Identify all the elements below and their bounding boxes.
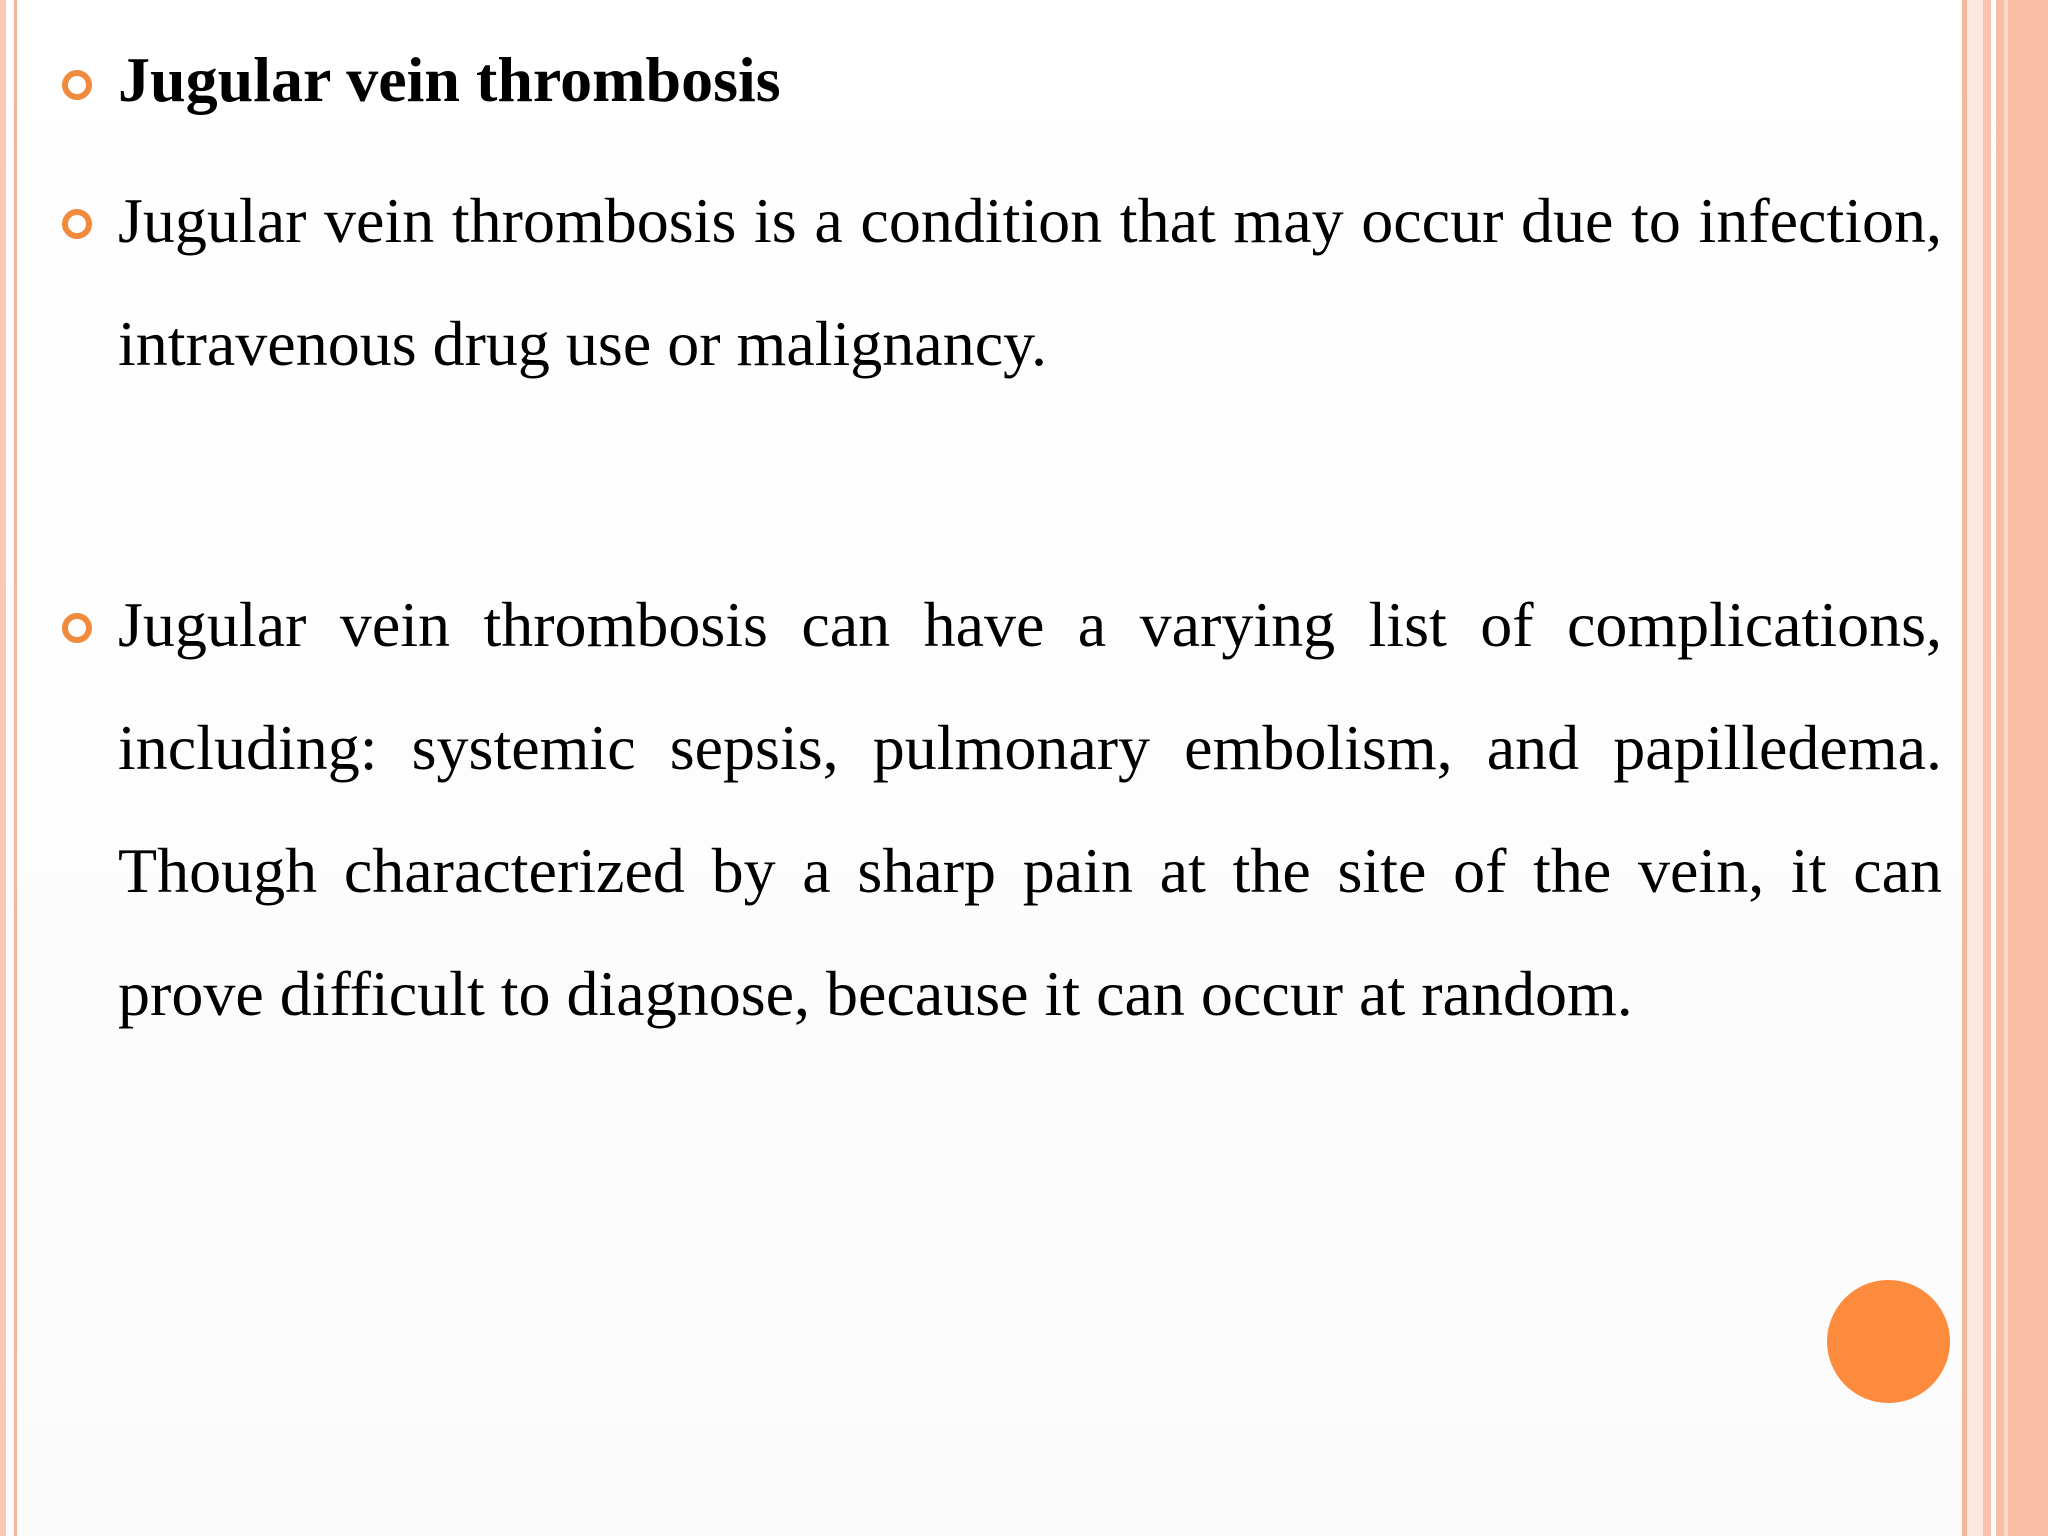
left-frame-line-inner: [14, 0, 17, 1536]
ring-bullet-icon: [62, 613, 92, 643]
heading-bullet: [56, 40, 1942, 130]
right-frame-line-2: [1983, 0, 1991, 1536]
right-frame-band: [1967, 0, 1983, 1536]
list-item: [56, 563, 1942, 1183]
list-item: [56, 159, 1942, 409]
orange-circle-decoration: [1827, 1280, 1950, 1403]
ring-bullet-icon: [62, 70, 92, 100]
bullet-text: Jugular vein thrombosis can have a varying list of complications, including: systemic sepsis, pulmonary embolism, and papilledema. Though characterized by a sharp pain at the site of the vein, it can prove difficult to diagnose, because it can occur at random.: [118, 589, 1942, 1029]
right-frame-bar: [1996, 0, 2048, 1536]
left-frame-line: [0, 0, 6, 1536]
slide-heading: Jugular vein thrombosis: [118, 44, 781, 115]
ring-bullet-icon: [62, 209, 92, 239]
bullet-text: Jugular vein thrombosis is a condition that may occur due to infection, intravenous drug use or malignancy.: [118, 185, 1942, 379]
